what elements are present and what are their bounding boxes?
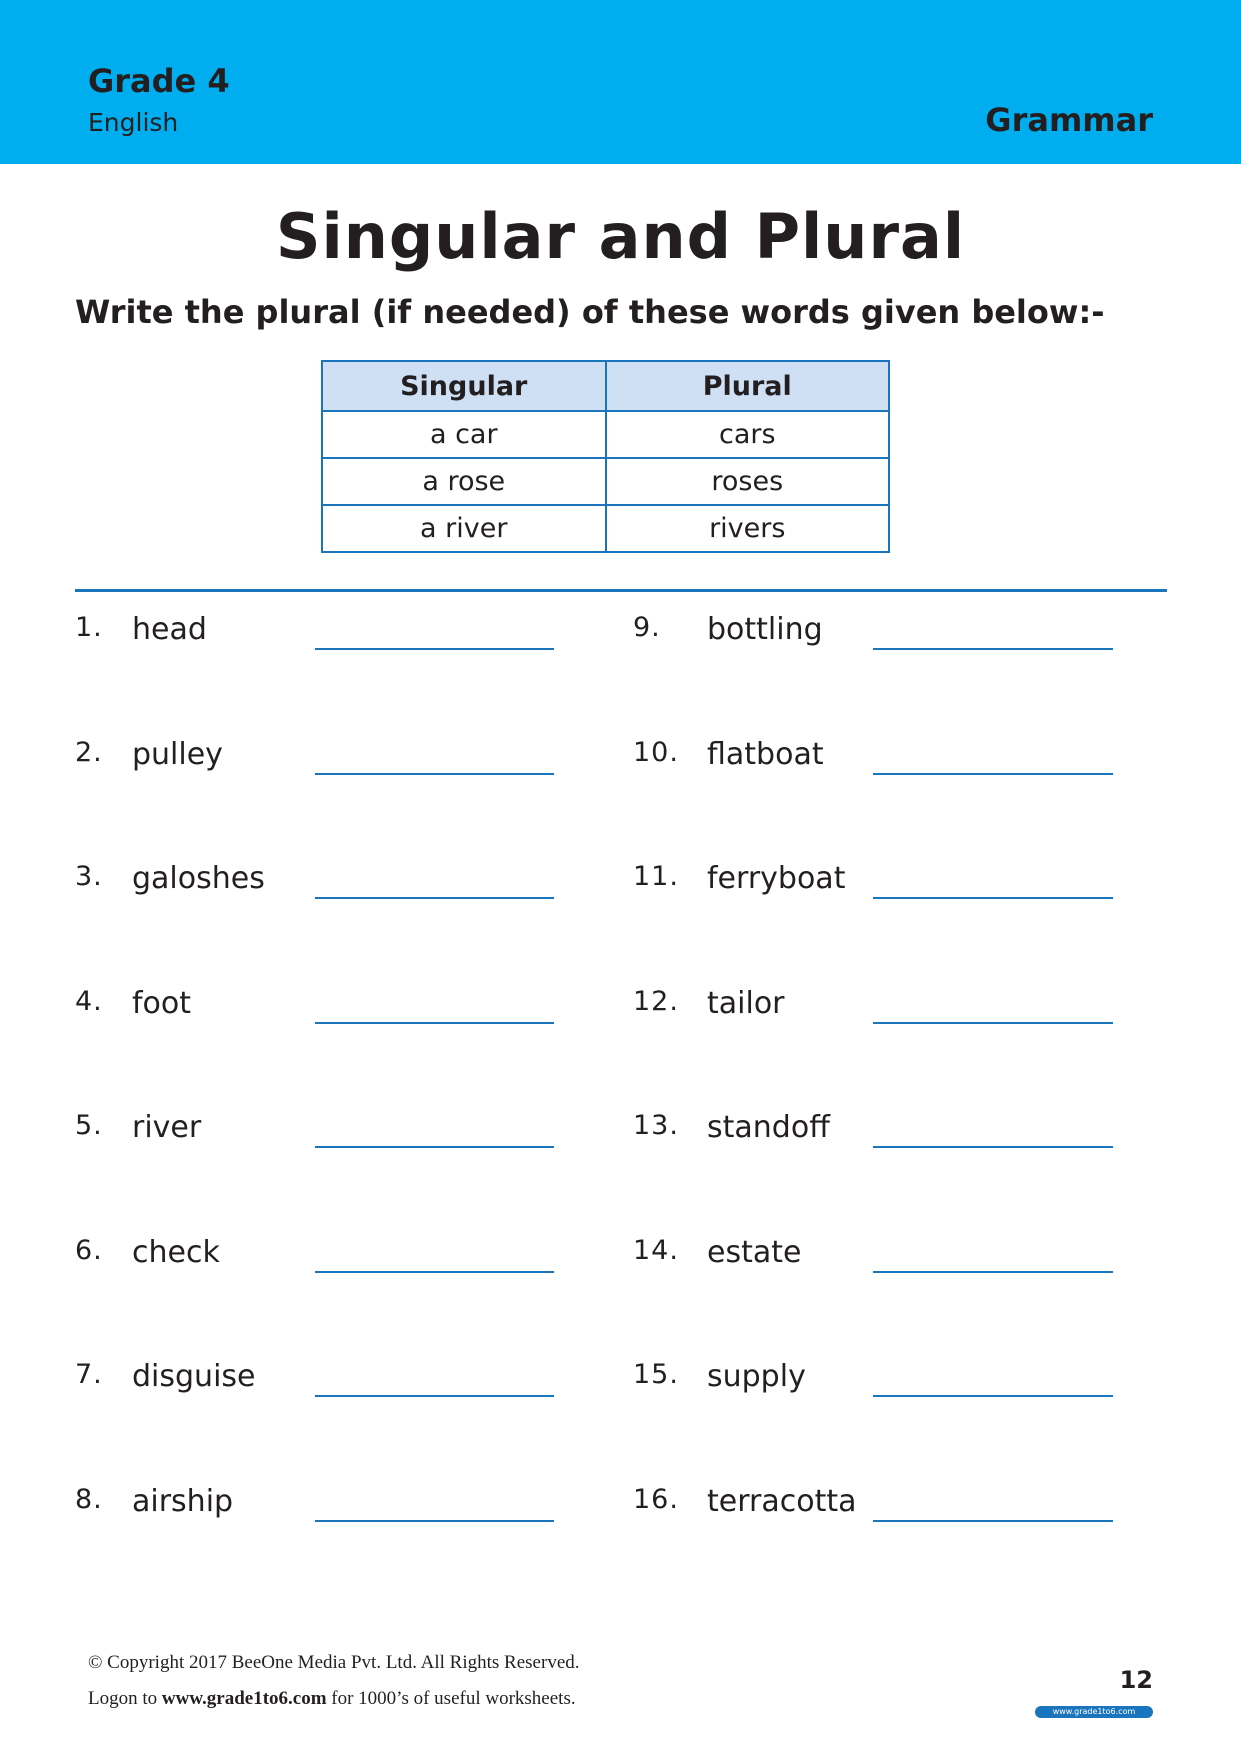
exercise-item: [75, 1235, 575, 1285]
grade-label: Grade 4: [88, 62, 230, 100]
column-header-plural: Plural: [606, 361, 890, 411]
item-word: terracotta: [707, 1484, 857, 1519]
answer-line[interactable]: [315, 1395, 554, 1397]
item-word: flatboat: [707, 737, 824, 772]
exercise-item: [633, 861, 1133, 911]
subject-label: English: [88, 108, 179, 137]
plural-cell: rivers: [606, 505, 890, 552]
singular-cell: a car: [322, 411, 606, 458]
item-word: foot: [132, 986, 192, 1021]
item-number: 13.: [633, 1110, 679, 1141]
answer-line[interactable]: [873, 897, 1113, 899]
answer-line[interactable]: [315, 1271, 554, 1273]
answer-line[interactable]: [315, 1520, 554, 1522]
exercise-item: [633, 1235, 1133, 1285]
answer-line[interactable]: [873, 1520, 1113, 1522]
example-table: [321, 360, 890, 553]
exercise-item: [75, 861, 575, 911]
item-word: check: [132, 1235, 220, 1270]
answer-line[interactable]: [873, 1146, 1113, 1148]
item-word: airship: [132, 1484, 234, 1519]
instruction-text: Write the plural (if needed) of these words given below:-: [75, 293, 1105, 331]
table-row: [322, 458, 889, 505]
site-badge: www.grade1to6.com: [1035, 1706, 1153, 1718]
answer-line[interactable]: [873, 773, 1113, 775]
header-band: [0, 0, 1241, 164]
section-divider: [75, 589, 1167, 592]
item-word: standoff: [707, 1110, 830, 1145]
item-word: supply: [707, 1359, 806, 1394]
item-word: river: [132, 1110, 202, 1145]
answer-line[interactable]: [315, 1022, 554, 1024]
item-number: 10.: [633, 737, 679, 768]
answer-line[interactable]: [873, 1271, 1113, 1273]
exercise-item: [75, 1359, 575, 1409]
answer-line[interactable]: [315, 897, 554, 899]
item-word: tailor: [707, 986, 785, 1021]
item-number: 16.: [633, 1484, 679, 1515]
logon-prefix: Logon to: [88, 1688, 162, 1709]
example-table-header-row: [322, 361, 889, 411]
answer-line[interactable]: [873, 648, 1113, 650]
plural-cell: roses: [606, 458, 890, 505]
item-word: bottling: [707, 612, 823, 647]
page-title: Singular and Plural: [275, 200, 966, 273]
item-number: 7.: [75, 1359, 103, 1390]
exercise-item: [75, 1110, 575, 1160]
item-number: 3.: [75, 861, 103, 892]
item-number: 1.: [75, 612, 103, 643]
exercise-item: [75, 1484, 575, 1534]
item-word: estate: [707, 1235, 802, 1270]
item-word: ferryboat: [707, 861, 846, 896]
answer-line[interactable]: [873, 1395, 1113, 1397]
exercise-item: [633, 1484, 1133, 1534]
item-number: 4.: [75, 986, 103, 1017]
item-number: 9.: [633, 612, 661, 643]
item-number: 11.: [633, 861, 679, 892]
website-link[interactable]: www.grade1to6.com: [161, 1688, 327, 1709]
table-row: [322, 505, 889, 552]
answer-line[interactable]: [873, 1022, 1113, 1024]
singular-cell: a rose: [322, 458, 606, 505]
exercise-item: [75, 737, 575, 787]
item-word: disguise: [132, 1359, 256, 1394]
exercise-item: [633, 612, 1133, 662]
item-number: 2.: [75, 737, 103, 768]
answer-line[interactable]: [315, 648, 554, 650]
exercise-item: [633, 737, 1133, 787]
item-number: 8.: [75, 1484, 103, 1515]
exercise-item: [633, 986, 1133, 1036]
page-number: 12: [1119, 1666, 1153, 1694]
plural-cell: cars: [606, 411, 890, 458]
singular-cell: a river: [322, 505, 606, 552]
item-word: pulley: [132, 737, 223, 772]
item-number: 6.: [75, 1235, 103, 1266]
column-header-singular: Singular: [322, 361, 606, 411]
exercise-item: [633, 1110, 1133, 1160]
answer-line[interactable]: [315, 1146, 554, 1148]
answer-line[interactable]: [315, 773, 554, 775]
exercise-item: [633, 1359, 1133, 1409]
topic-label: Grammar: [985, 101, 1153, 139]
item-number: 14.: [633, 1235, 679, 1266]
logon-text: [88, 1688, 576, 1710]
item-number: 12.: [633, 986, 679, 1017]
item-word: head: [132, 612, 207, 647]
table-row: [322, 411, 889, 458]
item-number: 15.: [633, 1359, 679, 1390]
copyright-text: © Copyright 2017 BeeOne Media Pvt. Ltd. All Rights Reserved.: [88, 1652, 580, 1673]
exercise-item: [75, 612, 575, 662]
item-number: 5.: [75, 1110, 103, 1141]
item-word: galoshes: [132, 861, 265, 896]
logon-suffix: for 1000’s of useful worksheets.: [326, 1688, 576, 1709]
exercise-item: [75, 986, 575, 1036]
